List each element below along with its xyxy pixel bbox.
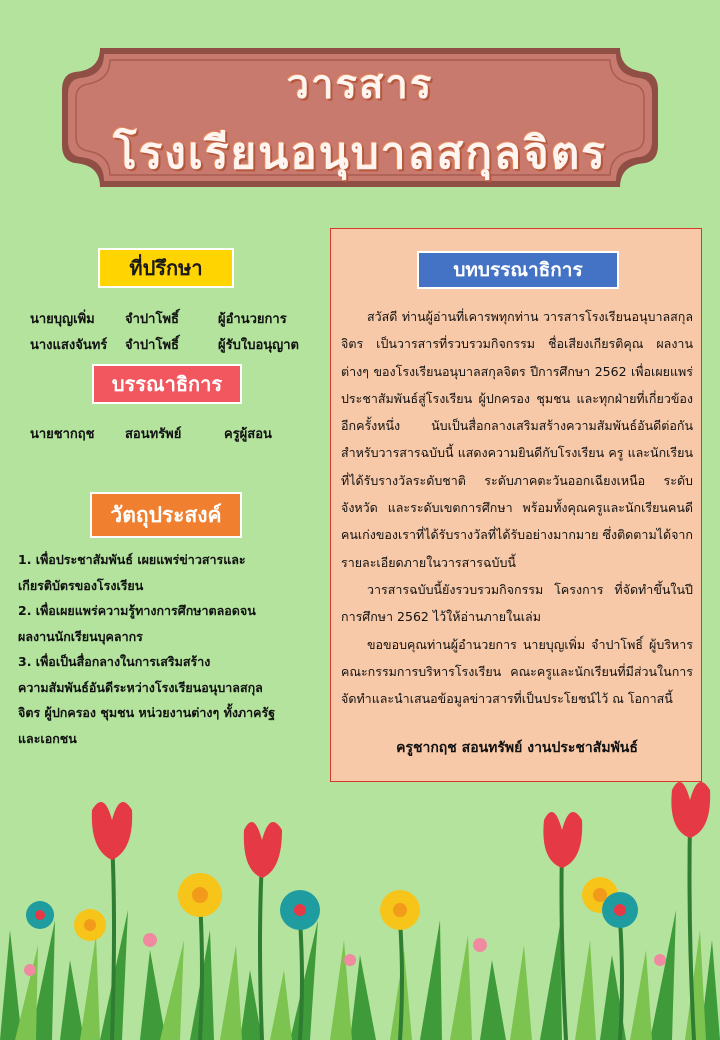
editor-heading: บรรณาธิการ [92,364,242,404]
advisor-role: ผู้รับใบอนุญาต [218,338,299,353]
newsletter-title-line2: โรงเรียนอนุบาลสกุลจิตร [113,128,607,179]
advisor-first-name: นายบุญเพิ่ม [30,312,95,327]
editorial-paragraph: ขอขอบคุณท่านผู้อำนวยการ นายบุญเพิ่ม จำปาโพธิ์ ผู้บริหาร คณะกรรมการบริหารโรงเรียน คณะครูและนักเรียนที่มีส่วนในการจัดทำและนำเสนอข้อมูลข่าวสารที่เป็นประโยชน์ไว้ ณ โอกาสนี้ [341,636,693,707]
objective-line: 1. เพื่อประชาสัมพันธ์ เผยแพร่ข่าวสารและ [18,552,246,567]
editor-role: ครูผู้สอน [224,427,272,442]
editorial-body [341,303,693,712]
objectives-heading: วัตถุประสงค์ [90,492,242,538]
advisors-heading: ที่ปรึกษา [98,248,234,288]
title-plaque [60,40,660,195]
flower-garden-illustration [0,770,720,1040]
objective-line: เกียรติบัตรของโรงเรียน [18,577,144,593]
editor-last-name: สอนทรัพย์ [125,427,182,442]
editorial-signature: ครูชากฤช สอนทรัพย์ งานประชาสัมพันธ์ [396,740,638,756]
editorial-paragraph: วารสารฉบับนี้ยังรวบรวมกิจกรรม โครงการ ที่จัดทำขึ้นในปีการศึกษา 2562 ไว้ให้อ่านภายในเล่ม [341,581,693,625]
objective-line: 2. เพื่อเผยแพร่ความรู้ทางการศึกษาตลอดจน [18,603,256,618]
editorial-heading: บทบรรณาธิการ [417,251,619,289]
objective-line: จิตร ผู้ปกครอง ชุมชน หน่วยงานต่างๆ ทั้งภาครัฐ [18,705,276,720]
newsletter-title-line1: วารสาร [286,62,434,108]
objective-line: และเอกชน [18,730,77,746]
objectives-list [18,547,318,751]
advisor-role: ผู้อำนวยการ [218,312,287,327]
advisor-last-name: จำปาโพธิ์ [125,312,179,327]
advisor-last-name: จำปาโพธิ์ [125,338,179,353]
editor-first-name: นายชากฤช [30,427,95,442]
objective-line: ความสัมพันธ์อันดีระหว่างโรงเรียนอนุบาลสกุล [18,679,263,695]
objective-line: ผลงานนักเรียนบุคลากร [18,628,143,644]
advisor-first-name: นางแสงจันทร์ [30,338,108,353]
editorial-panel [330,228,702,782]
objective-line: 3. เพื่อเป็นสื่อกลางในการเสริมสร้าง [18,654,211,669]
editorial-paragraph: สวัสดี ท่านผู้อ่านที่เคารพทุกท่าน วารสารโรงเรียนอนุบาลสกุลจิตร เป็นวารสารที่รวบรวมกิจกรรม ชื่อเสียงเกียรติคุณ ผลงานต่างๆ ของโรงเรียนอนุบาลสกุลจิตร ปีการศึกษา 2562 เพื่อเผยแพร่ประชาสัมพันธ์สู่โรงเรียน ผู้ปกครอง ชุมชน และทุกฝ่ายที่เกี่ยวข้องอีกครั้งหนึ่ง นับเป็นสื่อกลางเสริมสร้างความสัมพันธ์อันดีต่อกัน สำหรับวารสารฉบับนี้ แสดงความยินดีกับโรงเรียน ครู และนักเรียนที่ได้รับรางวัลระดับชาติ ระดับภาคตะวันออกเฉียงเหนือ ระดับจังหวัด และระดับเขตการศึกษา พร้อมทั้งคุณครูและนักเรียนคนดี คนเก่งของเราที่ได้รับรางวัลที่ได้รับอย่างมากมาย ซึ่งติดตามได้จากรายละเอียดภายในวารสารฉบับนี้ [341,309,693,570]
